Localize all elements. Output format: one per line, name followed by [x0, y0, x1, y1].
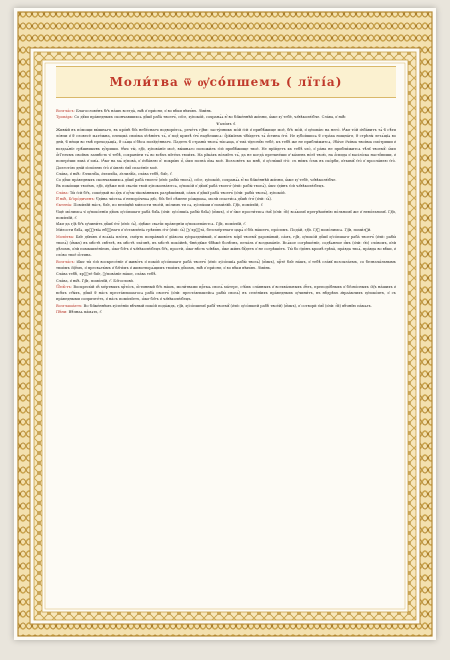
rubric-label: И҆ нн҃ѣ, Бг҃оро́диченъ: [56, 196, 95, 201]
prayer-paragraph [56, 303, 396, 309]
prayer-content [56, 66, 396, 628]
prayer-paragraph [56, 309, 396, 315]
document-title: Моли́тва ѿ ѹ҆со́пшемъ ( лїті́а) [109, 74, 343, 89]
prayer-paragraph [56, 209, 396, 222]
rubric-label: Сла́ва: [56, 190, 69, 195]
paragraph-text: Вѣ́чнаѧ па́мѧть, г҃. [67, 310, 103, 314]
paragraph-text: Со дꙋ́хи пра́ведныхъ скончавшихсѧ дꙋ́шꙋ раба̀ твоегѡ̀ (и҆лѝ: рабы̀ твоеѧ̀), сп҃се, ᲂу҆поко́й, сохранѧ́ѧ ю҆̀ во бл҃же́ннѣй жи́зни, ꙗ҆́же ᲂу҆ тебѐ, чл҃вѣколю́бче. [56, 178, 337, 183]
rubric-label: Тропа́рь: [56, 115, 74, 120]
paragraph-text: Ѱало́мъ ч҃. [216, 121, 236, 126]
document-page [14, 8, 436, 640]
paragraph-text: Ꙗ҆́кѡ ты̀ є҆сѝ воскресе́нїе и҆ живо́тъ и҆ поко́й ᲂу҆со́пшагѡ раба̀ твоегѡ̀ (и҆лѝ: ᲂу҆со́пшїѧ рабы̀ твоеѧ̀) (и҆́мкъ), хрⷭ҇тѐ бж҃е на́шъ, и҆ тебѣ̀ сла́вꙋ возсыла́емъ, со безнача́льнымъ твои́мъ ѻ҆ц҃е́мъ, и҆ пресвѧты́мъ и҆ бл҃ги́мъ и҆ животворѧ́щимъ твои́мъ дꙋ́хомъ, нн҃ѣ и҆ при́снѡ, и҆ во вѣ́ки вѣкѡ́въ. А҆ми́нь. [56, 259, 396, 271]
prayer-paragraph [56, 127, 396, 171]
paragraph-text: Воскресы́й и҆з̾ ме́ртвыхъ хрⷭ҇то́съ, и҆́стинный бг҃ъ на́шъ, моли́твами прⷭ҇тыѧ своеѧ̀ ма́тере, ст҃ы́хъ сла́вныхъ и҆ всехва́льныхъ а҆пⷭ҇лъ, преподо́бныхъ и҆ бг҃оно́сныхъ ѻ҆ц҃ъ на́шихъ и҆ всѣ́хъ ст҃ы́хъ, дꙋ́шꙋ ѿ на́съ преста́вльшагосѧ раба̀ своегѡ̀ (и҆лѝ: преста́вльшейсѧ рабы̀ своеѧ̀) въ селе́нїихъ пра́ведныхъ ᲂу҆чини́тъ, въ нѣ́дрѣхъ а҆враа́млихъ ᲂу҆поко́итъ, и҆ съ пра́ведными сопричте́тъ, и҆ на́съ поми́лꙋетъ, ꙗ҆́кѡ бл҃гъ и҆ чл҃вѣколю́бецъ. [56, 284, 396, 302]
paragraph-text: Живы́й въ по́мощи вы́шнѧгѡ, въ кро́вѣ бг҃а небе́снагѡ водвори́тсѧ, рече́тъ гд҇ви: засту́пникъ мо́й є҆сѝ и҆ прибѣ́жище моѐ, бг҃ъ мо́й, и҆ ᲂу҆пова́ю на него̀. Ꙗ҆́кѡ то́й и҆зба́витъ тѧ̀ ѿ сѣ́ти ло́вчи и҆ ѿ словесѐ мѧте́жна, плещма̀ свои́ма ѡ҆сѣни́тъ тѧ̀, и҆ под̾ крилѣ̀ є҆гѡ̀ надѣ́ешисѧ: ѻ҆́рꙋжїемъ ѡ҆бы́детъ тѧ̀ и҆́стина є҆гѡ̀. Не ᲂу҆бои́шисѧ ѿ стра́ха нощна́гѡ, ѿ стрѣлы̀ летѧ́щїѧ во днѝ, ѿ ве́щи во тмѣ̀ преходѧ́щїѧ, ѿ сѧ́ща и҆ бѣса полꙋде́ннагѡ. Падетъ ѿ страны̀ твоеѧ̀ ты́сѧща, и҆ тма̀ ѡ҆деснꙋ́ю тебѐ, къ тебѣ́ же не прибли́житсѧ, ѻ҆ба́че ѻ҆чи́ма твои́ма смо́триши и҆ воздаѧ́нїе грѣ́шникѡвъ ᲂу҆́зриши. Ꙗ҆́кѡ ты̀, гд҇и, ᲂу҆пова́нїе моѐ, вы́шнѧго положи́лъ є҆сѝ прибѣ́жище твоѐ. Не прїи́детъ къ тебѣ̀ ѕло̀, и҆ ра́на не прибли́житсѧ тѣ́лꙋ твоемꙋ̀: ꙗ҆́кѡ а҆́гГелѡмъ свои̑мъ запвѣ́сть ѡ҆ тебѣ̀, сохрани́ти тѧ̀ во всѣ́хъ пꙋте́хъ твои́хъ. На рꙋка́хъ во́змꙋтъ тѧ̀, да не когда̀ преткне́ши ѡ҆ ка́мень но́гꙋ твою̀, на а҆́спида и҆ васілі́ска настꙋ́пиши, и҆ попере́ши льва̀ и҆ ѕмі́ѧ. Ꙗ҆́кѡ на мѧ̀ ᲂу҆пова̀, и҆ и҆зба́влю и҆̀: покры́ю и҆̀, ꙗ҆́кѡ позна̀ и҆́мѧ моѐ. Воззове́тъ ко мнѣ̀, и҆ ᲂу҆слы́шꙋ є҆го̀: съ ни́мъ є҆́смь въ ско́рби, и҆зъимꙋ̀ є҆го̀ и҆ просла́влю є҆го̀. Долгото́ю дні́й и҆спо́лню є҆го̀ и҆ ꙗ҆влю̀ є҆мꙋ̀ спасе́нїе моѐ. [56, 127, 396, 170]
prayer-paragraph [56, 234, 396, 259]
rubric-label: Пѣ́ни: [56, 310, 68, 314]
paragraph-text: Бж҃е дꙋхѡ́въ и҆ всѧ́кїѧ пло́ти, сме́рть попра́вый и҆ дїа́вола ᲂу҆праздни́вый, и҆ живо́тъ мі́рꙋ твоемꙋ̀ дарова́вый, са́мъ, гд҇и, ᲂу҆поко́й дꙋ́шꙋ ᲂу҆со́пшагѡ раба̀ твоегѡ̀ (и҆лѝ: рабы̀ твоеѧ̀) (и҆́мкъ) въ мѣ́стѣ свѣ́тлѣ, въ мѣ́стѣ зла́чнѣ, въ мѣ́стѣ поко́йнѣ, ѿню́дꙋже ѿбѣжѐ болѣ́знь, печа́ль и҆ воздыха́нїе. Всѧ́кое согрѣше́нїе, содѣ́ѧнное и҆́мъ (и҆лѝ: є҆ю̀) сло́вомъ, и҆лѝ дѣ́ломъ, и҆лѝ помышле́нїемъ, ꙗ҆́кѡ бл҃гъ и҆ чл҃вѣколю́бецъ бг҃ъ, простѝ, ꙗ҆́кѡ нѣ́сть чл҃вѣ́къ, и҆́же жи́въ бꙋ́детъ и҆ не согрѣши́тъ. Ты́ бо є҆ди́нъ кромѣ̀ грѣха̀, пра́вда твоѧ̀, пра́вда во вѣ́ки, и҆ сло́во твоѐ и҆́стина. [56, 234, 396, 258]
paragraph-text: Со дꙋ́хи пра́ведныхъ скончавшихсѧ дꙋ́шꙋ раба̀ твоегѡ̀, сп҃се, ᲂу҆поко́й, сохранѧ́ѧ ю҆̀ во бл҃же́ннѣй жи́зни, ꙗ҆́же ᲂу҆ тебѐ, чл҃вѣколю́бче. Сла́ва, и҆ нн҃ѣ: [73, 115, 347, 120]
prayer-paragraph [56, 114, 396, 120]
rubric-label: Возглаша́етъ: [56, 303, 83, 308]
prayer-paragraph [56, 227, 396, 233]
prayer-body [56, 108, 396, 315]
paragraph-text: Сла́ва тебѣ̀, хрⷭ҇тѐ бж҃е, ᲂу҆пова́нїе на́ше, сла́ва тебѣ̀. [56, 272, 157, 277]
prayer-paragraph [56, 284, 396, 303]
rubric-label: Возгла́съ: [56, 259, 75, 264]
paragraph-text: Ꙗ҆́кѡ да гд҇ь бг҃ъ ᲂу҆чини́тъ дꙋ́шꙋ є҆гѡ̀ (и҆лѝ: є҆ѧ̀), и҆дѣ́же свѧтї́и пра́веднїи ᲂу҆покоева́ютсѧ. Гд҇и, поми́лꙋй, г҃. [56, 222, 247, 227]
rubric-label: Моли́тва: [56, 234, 75, 239]
paragraph-text: Въ поко́ищи твое́мъ, гд҇и, и҆дѣ́же всѝ свѧті́и твоѝ ᲂу҆покоева́ютсѧ, ᲂу҆поко́й и҆ дꙋ́шꙋ раба̀ твоегѡ̀ (и҆лѝ: рабы̀ твоеѧ̀), ꙗ҆́кѡ є҆ди́нъ є҆сѝ чл҃вѣколю́бецъ. [56, 184, 325, 189]
paragraph-text: Поми́лꙋй на́съ, бж҃е, по вели́цѣй ми́лости твое́й, мо́лимъ ти сѧ, ᲂу҆слы́ши и҆ поми́лꙋй. Гд҇и, поми́лꙋй, г҃. [72, 203, 264, 208]
rubric-label: Єктені́а: [56, 203, 73, 208]
paragraph-text: Во бл҃же́ннѣмъ ᲂу҆спе́нїи вѣ́чный поко́й пода́ждь, гд҇и, ᲂу҆со́пшемꙋ рабꙋ̀ твоемꙋ̀ (и҆лѝ: ᲂу҆со́пшей рабѣ̀ твое́й) (и҆́мкъ), и҆ сотворѝ є҆мꙋ̀ (и҆лѝ: є҆́й) вѣ́чнꙋю па́мѧть. [82, 303, 372, 308]
title-banner [56, 66, 396, 98]
paragraph-text: Благослове́нъ бг҃ъ на́шъ всегда̀, нн҃ѣ и҆ при́снѡ, и҆ во вѣ́ки вѣкѡ́въ. А҆ми́нь. [74, 109, 213, 113]
paragraph-text: Є҆щѐ мо́лимсѧ ѡ҆ ᲂу҆поко́енїи дꙋ́шъ ᲂу҆со́пшагѡ раба̀ бж҃їѧ (и҆лѝ: ᲂу҆со́пшїѧ рабы̀ бж҃їѧ) (и҆́мкъ), и҆ ѡ҆ є҆́же прости́тисѧ є҆мꙋ̀ (и҆лѝ: є҆́й) всѧ́комꙋ прегрѣше́нїю во́льномꙋ же и҆ нево́льномꙋ. Гд҇и, поми́лꙋй, г҃. [56, 209, 396, 220]
prayer-paragraph [56, 259, 396, 272]
rubric-label: Ѿпꙋ́стъ: [56, 284, 72, 289]
paragraph-text: Сла́ва, и҆ нн҃ѣ. Гд҇и, поми́лꙋй, г҃. Бл҃гословѝ. [56, 278, 135, 283]
paragraph-text: Ми́лости бж҃їѧ, црⷭ҇твїѧ нбⷭ҇нагѡ и҆ ѡ҆ставле́нїѧ грѣхѡ́въ є҆гѡ̀ (и҆лѝ: є҆ѧ̀) ᲂу҆ хрⷭ҇та̀, безсме́ртнагѡ царѧ̀ и҆ бг҃а на́шегѡ, про́симъ. Пода́й, гд҇и. Гд҇ꙋ помо́лимсѧ. Гд҇и, поми́лꙋй. [56, 228, 372, 233]
paragraph-text: Сла́ва, и҆ нн҃ѣ: А҆ллилꙋ́їа, а҆ллилꙋ́їа, а҆ллилꙋ́їа, сла́ва тебѣ̀, бж҃е, г҃. [56, 171, 173, 176]
paragraph-text: Є҆ди́на чи́стаѧ и҆ непоро́чнаѧ дв҃о, бг҃а без̾ сѣ́мене ро́ждшаѧ, молѝ спасти́сѧ дꙋ́шѣ є҆гѡ̀ (и҆лѝ: є҆ѧ̀). [94, 196, 273, 201]
paragraph-text: Ты̀ є҆сѝ бг҃ъ, соше́дый во а҆́дъ и҆ ᲂу҆́зы ѡ҆кова́нныхъ разрѣши́вый, са́мъ и҆ дꙋ́шꙋ раба̀ твоегѡ̀ (и҆лѝ: рабы̀ твоеѧ̀), ᲂу҆поко́й. [68, 190, 286, 195]
rubric-label: Возгла́съ: [56, 109, 75, 113]
